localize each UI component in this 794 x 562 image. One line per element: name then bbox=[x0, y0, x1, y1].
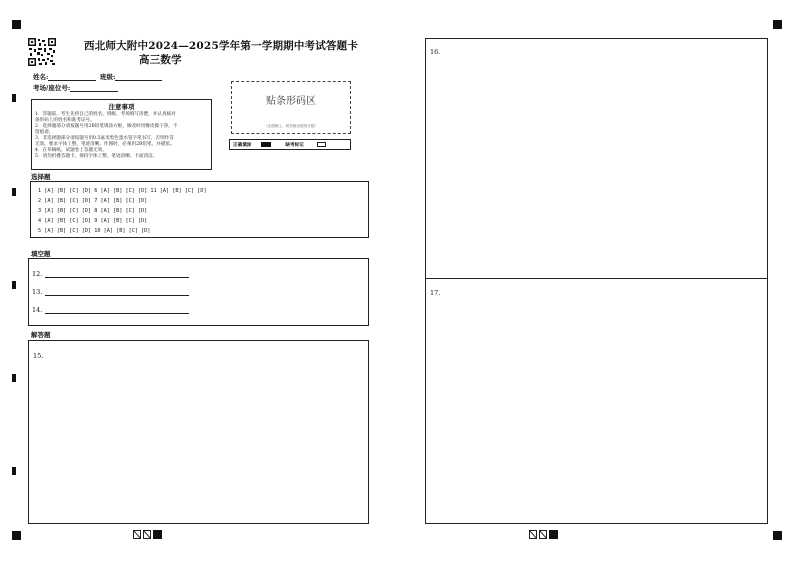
notice-line: 2．选择题部分请按题号用2B铅笔填涂方框，修改时用橡皮擦干净，不 bbox=[35, 124, 178, 129]
question-17-answer-box[interactable] bbox=[425, 278, 768, 524]
timing-mark bbox=[12, 467, 16, 475]
choice-row[interactable]: 2 [A] [B] [C] [D] 7 [A] [B] [C] [D] bbox=[38, 198, 148, 204]
barcode-area bbox=[231, 81, 351, 134]
question-17-number: 17. bbox=[430, 289, 441, 297]
corner-marker-bottom-left bbox=[12, 531, 21, 540]
bottom-marks-right bbox=[529, 530, 558, 539]
question-13-answer-line[interactable] bbox=[45, 295, 189, 296]
choice-section-label: 选择题 bbox=[31, 173, 51, 181]
missing-mark-label: 缺考标记 bbox=[285, 142, 304, 148]
class-field[interactable] bbox=[100, 72, 162, 81]
slash-box-icon bbox=[539, 530, 547, 539]
timing-mark bbox=[12, 281, 16, 289]
missing-mark-checkbox[interactable] bbox=[317, 142, 326, 147]
choice-box bbox=[30, 181, 369, 238]
notice-line: 1．答题前，考生先将自己的姓名、班级、考场填写清楚，并认真核对 bbox=[35, 112, 176, 117]
slash-box-icon bbox=[529, 530, 537, 539]
question-16-number: 16. bbox=[430, 48, 441, 56]
name-input-line[interactable] bbox=[48, 74, 96, 81]
question-14-number: 14. bbox=[32, 306, 43, 314]
name-label: 姓名: bbox=[33, 73, 49, 81]
question-15-answer-box[interactable] bbox=[28, 340, 369, 524]
choice-row[interactable]: 1 [A] [B] [C] [D] 6 [A] [B] [C] [D] 11 [A] [B] [C] [D] bbox=[38, 188, 207, 194]
choice-row[interactable]: 5 [A] [B] [C] [D] 10 [A] [B] [C] [D] bbox=[38, 228, 151, 234]
solid-square-icon bbox=[153, 530, 162, 539]
question-14-answer-line[interactable] bbox=[45, 313, 189, 314]
notice-line: 4．在草稿纸、试题卷上答题无效。 bbox=[35, 148, 107, 153]
question-12-answer-line[interactable] bbox=[45, 277, 189, 278]
answer-section-label: 解答题 bbox=[31, 331, 51, 339]
corner-marker-top-left bbox=[12, 20, 21, 29]
correct-fill-sample bbox=[261, 142, 271, 147]
notice-line: 3．非选择题部分请按题号用0.5毫米黑色墨水签字笔书写，否则作答 bbox=[35, 136, 174, 141]
notice-line: 留痕迹。 bbox=[35, 130, 54, 135]
question-15-number: 15. bbox=[33, 352, 44, 360]
class-label: 班级: bbox=[100, 73, 116, 81]
slash-box-icon bbox=[143, 530, 151, 539]
fill-box bbox=[28, 258, 369, 326]
barcode-area-title: 贴条形码区 bbox=[266, 96, 316, 107]
notice-line: 5．请勿折叠答题卡。保持字体工整、笔迹清晰、卡面清洁。 bbox=[35, 154, 158, 159]
slash-box-icon bbox=[133, 530, 141, 539]
timing-mark bbox=[12, 374, 16, 382]
exam-seat-input-line[interactable] bbox=[70, 85, 118, 92]
page-title: 西北师大附中2024—2025学年第一学期期中考试答题卡 bbox=[84, 40, 359, 52]
timing-mark bbox=[12, 94, 16, 102]
notice-title: 注意事项 bbox=[108, 103, 135, 111]
notice-box bbox=[31, 99, 212, 170]
exam-seat-label: 考场/座位号: bbox=[33, 84, 71, 92]
page-subtitle: 高三数学 bbox=[139, 54, 182, 66]
timing-mark bbox=[12, 188, 16, 196]
barcode-area-note: （正面朝上，切勿贴出虚线方框） bbox=[264, 124, 318, 128]
corner-marker-top-right bbox=[773, 20, 782, 29]
fill-legend bbox=[229, 139, 351, 150]
fill-section-label: 填空题 bbox=[31, 250, 51, 258]
bottom-marks-left bbox=[133, 530, 162, 539]
choice-row[interactable]: 4 [A] [B] [C] [D] 9 [A] [B] [C] [D] bbox=[38, 218, 148, 224]
notice-line: 无效。要求字体工整、笔迹清晰。作图时，必须用2B铅笔，并描浓。 bbox=[35, 142, 175, 147]
correct-fill-label: 正确填涂 bbox=[233, 142, 252, 148]
question-16-answer-box[interactable] bbox=[425, 38, 768, 279]
notice-line: 条形码上的姓名和准考证号。 bbox=[35, 118, 95, 123]
solid-square-icon bbox=[549, 530, 558, 539]
exam-seat-field[interactable] bbox=[33, 83, 118, 92]
class-input-line[interactable] bbox=[115, 74, 162, 81]
qr-code-icon bbox=[28, 38, 56, 66]
question-13-number: 13. bbox=[32, 288, 43, 296]
question-12-number: 12. bbox=[32, 270, 43, 278]
corner-marker-bottom-right bbox=[773, 531, 782, 540]
name-field[interactable] bbox=[33, 72, 96, 81]
choice-row[interactable]: 3 [A] [B] [C] [D] 8 [A] [B] [C] [D] bbox=[38, 208, 148, 214]
